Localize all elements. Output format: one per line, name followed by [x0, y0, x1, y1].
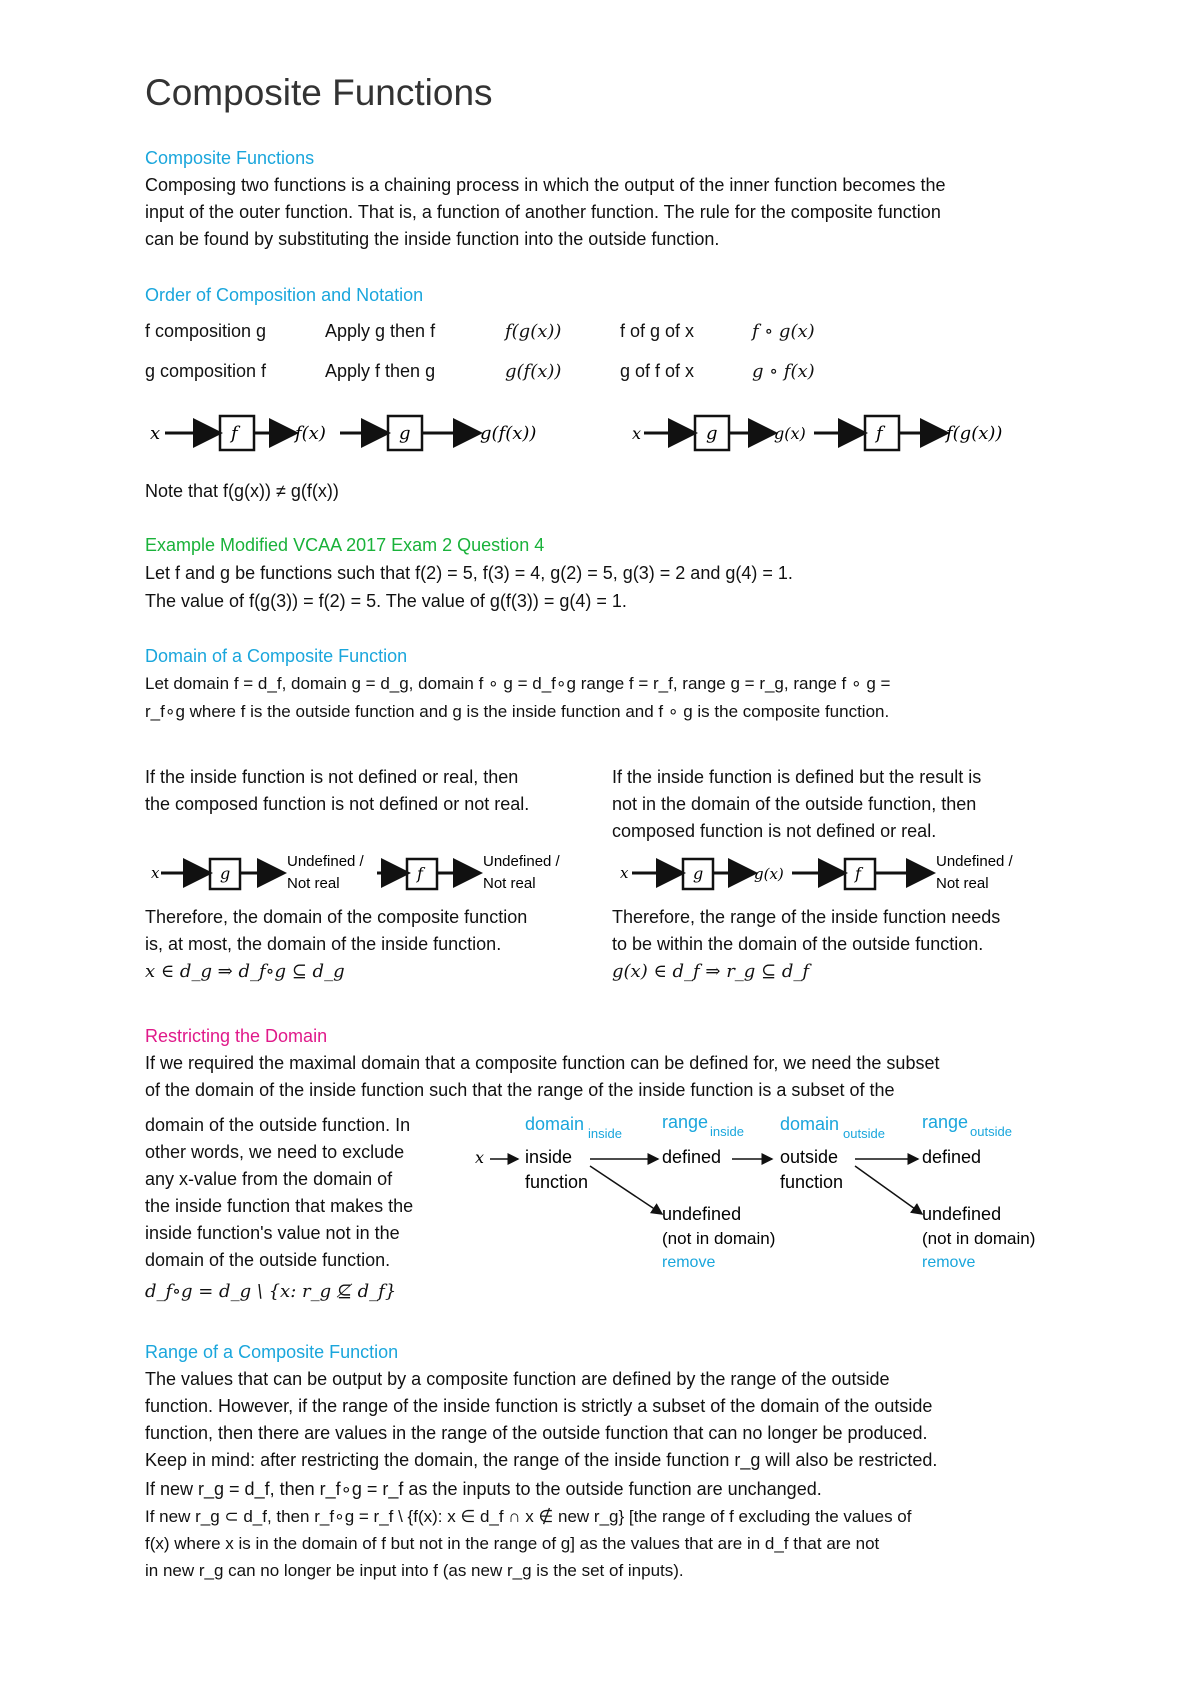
- example-line: Let f and g be functions such that f(2) = 5, f(3) = 4, g(2) = 5, g(3) = 2 and g(4) = 1.: [145, 563, 793, 583]
- domain-right-intro: [612, 764, 1072, 845]
- composite-paragraph: [145, 172, 1085, 253]
- order-cell: Apply g then f: [325, 321, 436, 341]
- box-label: f: [876, 423, 883, 444]
- order-cell: f ∘ g(x): [752, 321, 815, 342]
- svg-text:remove: remove: [922, 1254, 976, 1268]
- text-line: composed function is not defined or real.: [612, 821, 937, 841]
- range-paragraph: [145, 1366, 1085, 1474]
- text-line: The values that can be output by a composite function are defined by the range of the outside: [145, 1369, 890, 1389]
- text-line: inside function's value not in the: [145, 1223, 400, 1243]
- domain-line: r_f∘g where f is the outside function and g is the inside function and f ∘ g is the composite function.: [145, 702, 890, 721]
- text-line: If the inside function is not defined or real, then: [145, 767, 519, 787]
- text-line: the inside function that makes the: [145, 1196, 414, 1216]
- restrict-left-text: [145, 1112, 465, 1305]
- domain-left-intro: [145, 764, 595, 818]
- svg-text:outside: outside: [843, 1126, 885, 1141]
- composite-line: can be found by substituting the inside function into the outside function.: [145, 229, 720, 249]
- rule-line: If new r_g ⊂ d_f, then r_f∘g = r_f \ {f(x): x ∈ d_f ∩ x ∉ new r_g} [the range of f excluding the values of: [145, 1507, 912, 1526]
- domain-left-after: [145, 904, 595, 985]
- text-line: Therefore, the domain of the composite function: [145, 907, 528, 927]
- svg-text:x: x: [475, 1148, 485, 1167]
- text-line: the composed function is not defined or not real.: [145, 794, 530, 814]
- order-cell: f of g of x: [620, 321, 695, 341]
- svg-text:Undefined /: Undefined /: [287, 853, 364, 870]
- section-heading-order: Order of Composition and Notation: [145, 285, 424, 305]
- svg-text:Undefined /: Undefined /: [483, 853, 560, 870]
- composite-line: Composing two functions is a chaining process in which the output of the inner function becomes the: [145, 175, 946, 195]
- svg-text:x: x: [620, 864, 629, 882]
- formula: x ∈ d_g ⇒ d_f∘g ⊆ d_g: [145, 961, 345, 982]
- text-line: other words, we need to exclude: [145, 1142, 405, 1162]
- domain-line: Let domain f = d_f, domain g = d_g, domain f ∘ g = d_f∘g range f = r_f, range g = r_g, range f ∘ g =: [145, 674, 891, 693]
- svg-text:outside: outside: [970, 1124, 1012, 1139]
- rule-line: If new r_g = d_f, then r_f∘g = r_f as the inputs to the outside function are unchanged.: [145, 1479, 822, 1499]
- formula: g(x) ∈ d_f ⇒ r_g ⊆ d_f: [612, 961, 810, 982]
- svg-text:function: function: [525, 1172, 589, 1192]
- chain-output: f(g(x)): [946, 423, 1003, 444]
- order-cell: Apply f then g: [325, 361, 436, 381]
- restrict-flow-diagram: [470, 1108, 1070, 1268]
- page-title: Composite Functions: [145, 72, 493, 113]
- section-heading-range: Range of a Composite Function: [145, 1342, 399, 1362]
- box-label: f: [231, 423, 238, 444]
- section-heading-restrict: Restricting the Domain: [145, 1026, 328, 1046]
- svg-text:domain: domain: [525, 1114, 585, 1134]
- chain-diagram-g-then-f: [630, 410, 1050, 456]
- chain-mid: f(x): [295, 423, 326, 444]
- text-line: Keep in mind: after restricting the domain, the range of the inside function r_g will also be restricted.: [145, 1450, 938, 1470]
- box-label: g: [706, 423, 718, 444]
- svg-text:range: range: [922, 1112, 969, 1132]
- text-line: domain of the outside function.: [145, 1250, 391, 1270]
- rule-line: f(x) where x is in the domain of f but not in the range of g] as the values that are in d_f that are not: [145, 1534, 880, 1553]
- svg-text:domain: domain: [780, 1114, 840, 1134]
- svg-text:g: g: [693, 864, 704, 883]
- svg-text:Not real: Not real: [936, 875, 989, 892]
- text-line: If the inside function is defined but the result is: [612, 767, 982, 787]
- text-line: If we required the maximal domain that a composite function can be defined for, we need the subset: [145, 1053, 940, 1073]
- chain-diagram-f-then-g: [145, 410, 585, 456]
- domain-right-after: [612, 904, 1072, 985]
- composite-line: input of the outer function. That is, a function of another function. The rule for the composite function: [145, 202, 941, 222]
- svg-text:function: function: [780, 1172, 844, 1192]
- svg-text:Undefined /: Undefined /: [936, 853, 1013, 870]
- example-line: The value of f(g(3)) = f(2) = 5. The value of g(f(3)) = g(4) = 1.: [145, 591, 627, 611]
- chain-output: g(f(x)): [480, 423, 537, 444]
- svg-text:g: g: [220, 864, 231, 883]
- order-cell: g of f of x: [620, 361, 695, 381]
- text-line: function, then there are values in the range of the outside function that can no longer be produced.: [145, 1423, 928, 1443]
- restrict-paragraph: [145, 1050, 1085, 1104]
- svg-text:g(x): g(x): [754, 865, 784, 883]
- domain-right-diagram: [612, 848, 1072, 904]
- chain-input: x: [150, 423, 161, 444]
- formula: d_f∘g = d_g \ {x: r_g ⊈ d_f}: [145, 1281, 397, 1302]
- chain-mid: g(x): [774, 424, 806, 443]
- order-cell: f(g(x)): [505, 321, 562, 342]
- section-heading-composite: Composite Functions: [145, 148, 315, 168]
- text-line: any x-value from the domain of: [145, 1169, 393, 1189]
- svg-text:range: range: [662, 1112, 709, 1132]
- svg-text:undefined: undefined: [662, 1204, 742, 1224]
- svg-text:inside: inside: [710, 1124, 744, 1139]
- text-line: is, at most, the domain of the inside function.: [145, 934, 502, 954]
- svg-text:defined: defined: [922, 1147, 982, 1167]
- range-rules: [145, 1476, 1085, 1584]
- svg-text:inside: inside: [525, 1147, 573, 1167]
- text-line: domain of the outside function. In: [145, 1115, 411, 1135]
- section-heading-example: Example Modified VCAA 2017 Exam 2 Question 4: [145, 535, 545, 555]
- svg-text:f: f: [417, 864, 423, 883]
- svg-text:Not real: Not real: [287, 875, 340, 892]
- text-line: function. However, if the range of the inside function is strictly a subset of the domain of the outside: [145, 1396, 933, 1416]
- svg-text:Not real: Not real: [483, 875, 536, 892]
- svg-text:outside: outside: [780, 1147, 839, 1167]
- text-line: Therefore, the range of the inside function needs: [612, 907, 1001, 927]
- order-cell: g ∘ f(x): [752, 361, 815, 382]
- note-inequality: Note that f(g(x)) ≠ g(f(x)): [145, 481, 339, 501]
- domain-left-diagram: [145, 848, 595, 904]
- section-heading-domain: Domain of a Composite Function: [145, 646, 408, 666]
- rule-line: in new r_g can no longer be input into f (as new r_g is the set of inputs).: [145, 1561, 684, 1580]
- chain-input: x: [632, 424, 642, 443]
- order-cell: g composition f: [145, 361, 267, 381]
- svg-text:x: x: [151, 864, 160, 882]
- svg-text:undefined: undefined: [922, 1204, 1002, 1224]
- svg-text:f: f: [855, 864, 861, 883]
- text-line: of the domain of the inside function such that the range of the inside function is a subset of the: [145, 1080, 895, 1100]
- text-line: not in the domain of the outside function, then: [612, 794, 977, 814]
- order-cell: g(f(x)): [505, 361, 562, 382]
- svg-text:remove: remove: [662, 1254, 716, 1268]
- svg-text:(not in domain): (not in domain): [662, 1229, 776, 1248]
- box-label: g: [399, 423, 411, 444]
- svg-text:defined: defined: [662, 1147, 722, 1167]
- svg-text:(not in domain): (not in domain): [922, 1229, 1036, 1248]
- text-line: to be within the domain of the outside function.: [612, 934, 984, 954]
- svg-text:inside: inside: [588, 1126, 622, 1141]
- order-cell: f composition g: [145, 321, 267, 341]
